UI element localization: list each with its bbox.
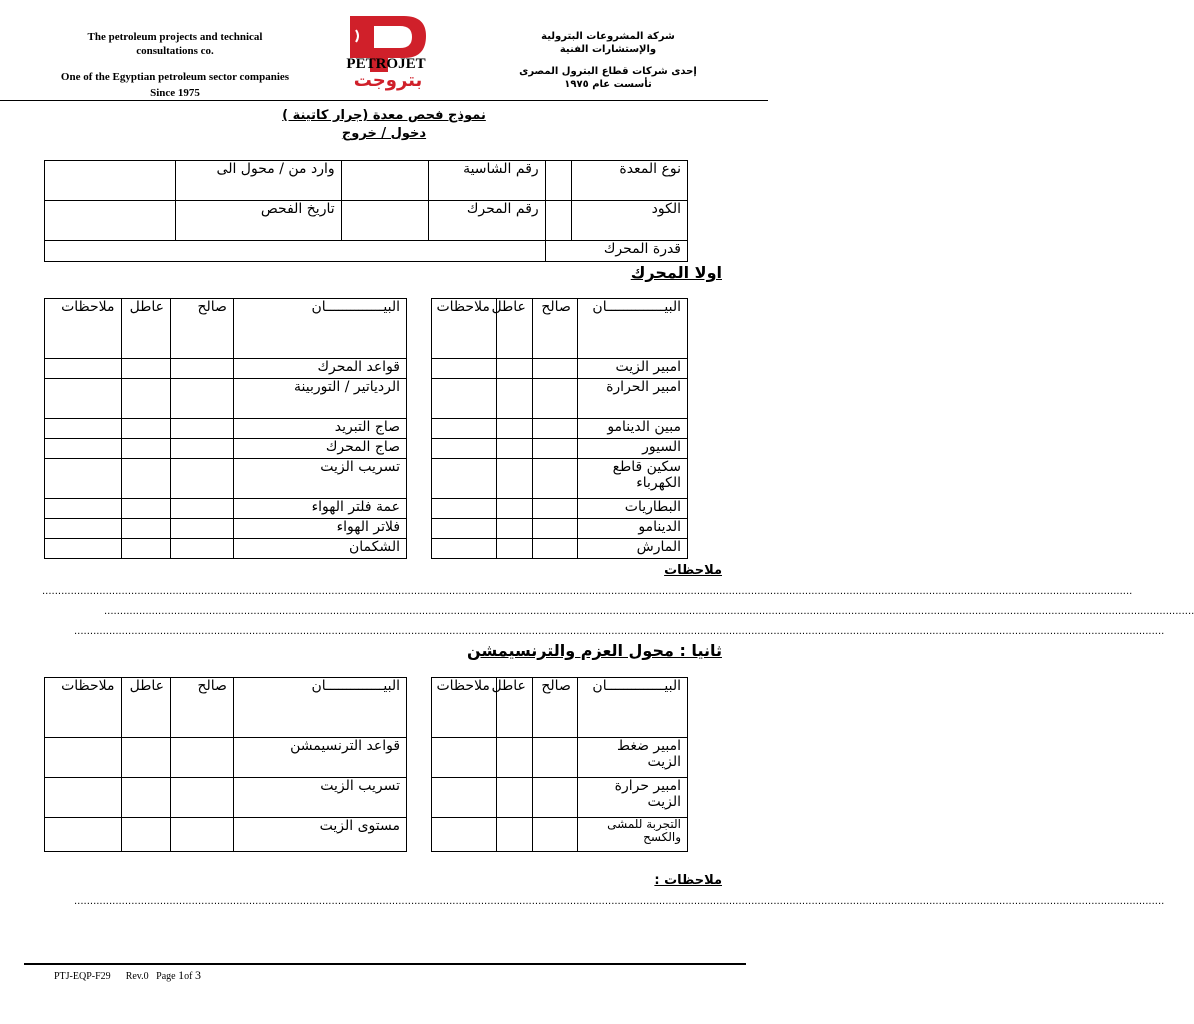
- label-chassis-no: رقم الشاسية: [429, 161, 545, 201]
- header-faulty-left: عاطل: [121, 299, 170, 359]
- form-title: نموذج فحص معدة (جرار كاتينة ): [282, 108, 486, 123]
- label-from-to: وارد من / محول الى: [175, 161, 341, 201]
- header-notes-left: ملاحظات: [45, 299, 122, 359]
- table-row: السيور صاج المحرك: [45, 439, 688, 459]
- value-inspection-date[interactable]: [45, 201, 176, 241]
- label-equipment-type: نوع المعدة: [571, 161, 687, 201]
- table-row: سكين قاطع الكهرباء تسريب الزيت: [45, 459, 688, 499]
- company-since-en: Since 1975: [150, 87, 200, 99]
- page-number: 1: [178, 968, 185, 982]
- label-engine-power: قدرة المحرك: [545, 241, 687, 262]
- header-notes-left: ملاحظات: [45, 678, 122, 738]
- company-name-ar-line2: والإستشارات الفنية: [559, 44, 657, 55]
- label-engine-no: رقم المحرك: [429, 201, 545, 241]
- notes-line-4[interactable]: .......................................................................................................................................................................................................................................................................................................................................................: [74, 896, 1165, 907]
- footer: [54, 968, 201, 983]
- value-engine-no[interactable]: [341, 201, 429, 241]
- section1-notes-label: ملاحظات: [664, 563, 722, 578]
- value-from-to[interactable]: [45, 161, 176, 201]
- header-ok-left: صالح: [170, 299, 233, 359]
- equipment-info-table: [44, 160, 688, 262]
- table-row: امبير الحرارة الردياتير / التوربينة: [45, 379, 688, 419]
- company-since-ar: تأسست عام ١٩٧٥: [564, 79, 652, 90]
- form-subtitle: دخول / خروج: [341, 126, 427, 141]
- company-sector-en: One of the Egyptian petroleum sector companies: [60, 71, 290, 83]
- company-name-en-line2: consultations co.: [136, 45, 214, 57]
- page-total: 3: [194, 968, 201, 982]
- label-code: الكود: [571, 201, 687, 241]
- section2-heading: ثانيا : محول العزم والترنسيمشن: [467, 641, 722, 660]
- company-sector-ar: إحدى شركات قطاع البترول المصرى: [519, 66, 697, 77]
- header-faulty: عاطل: [496, 299, 532, 359]
- doc-code: PTJ-EQP-F29: [54, 971, 111, 982]
- label-inspection-date: تاريخ الفحص: [175, 201, 341, 241]
- notes-line-3[interactable]: .......................................................................................................................................................................................................................................................................................................................................................: [74, 626, 1165, 637]
- page-label: Page: [156, 971, 176, 982]
- logo-text-en: PETROJET: [346, 56, 426, 72]
- value-engine-power[interactable]: [45, 241, 546, 262]
- table-row: مبين الدينامو صاج التبريد: [45, 419, 688, 439]
- header-arabic-block: [488, 30, 728, 91]
- header-english-block: [40, 30, 310, 100]
- value-equipment-type[interactable]: [545, 161, 571, 201]
- table-row: امبير ضغط الزيت قواعد الترنسيمشن: [45, 738, 688, 778]
- header-item: البيــــــــــــــان: [577, 678, 687, 738]
- table-row: امبير حرارة الزيت تسريب الزيت: [45, 778, 688, 818]
- value-chassis-no[interactable]: [341, 161, 429, 201]
- table-row: امبير الزيت قواعد المحرك: [45, 359, 688, 379]
- company-name-en-line1: The petroleum projects and technical: [87, 31, 263, 43]
- header-item-left: البيــــــــــــــان: [233, 678, 406, 738]
- revision: Rev.0: [125, 971, 149, 982]
- notes-line-1[interactable]: .......................................................................................................................................................................................................................................................................................................................................................: [42, 586, 1133, 597]
- table-row: البطاريات عمة فلتر الهواء: [45, 499, 688, 519]
- header-ok: صالح: [532, 678, 577, 738]
- table-row: التجربة للمشى والكسح مستوى الزيت: [45, 818, 688, 852]
- header-notes: ملاحظات: [431, 299, 496, 359]
- table-row: الدينامو فلاتر الهواء: [45, 519, 688, 539]
- transmission-inspection-table: [44, 677, 688, 852]
- section2-notes-label: ملاحظات :: [654, 873, 722, 888]
- company-name-ar-line1: شركة المشروعات البترولية: [541, 31, 675, 42]
- header-item: البيــــــــــــــان: [577, 299, 687, 359]
- of-label: of: [184, 971, 193, 982]
- header-faulty-left: عاطل: [121, 678, 170, 738]
- header-item-left: البيــــــــــــــان: [233, 299, 406, 359]
- engine-inspection-table: [44, 298, 688, 559]
- header-ok-left: صالح: [170, 678, 233, 738]
- footer-divider: [24, 963, 746, 965]
- value-code[interactable]: [545, 201, 571, 241]
- table-row: المارش الشكمان: [45, 539, 688, 559]
- section1-heading: اولا المحرك: [630, 263, 722, 282]
- notes-line-2[interactable]: .......................................................................................................................................................................................................................................................................................................................................................: [104, 606, 1194, 617]
- logo-text-ar: بتروجت: [353, 70, 423, 91]
- header-ok: صالح: [532, 299, 577, 359]
- header-divider: [0, 100, 768, 101]
- header-notes: ملاحظات: [431, 678, 496, 738]
- header-faulty: عاطل: [496, 678, 532, 738]
